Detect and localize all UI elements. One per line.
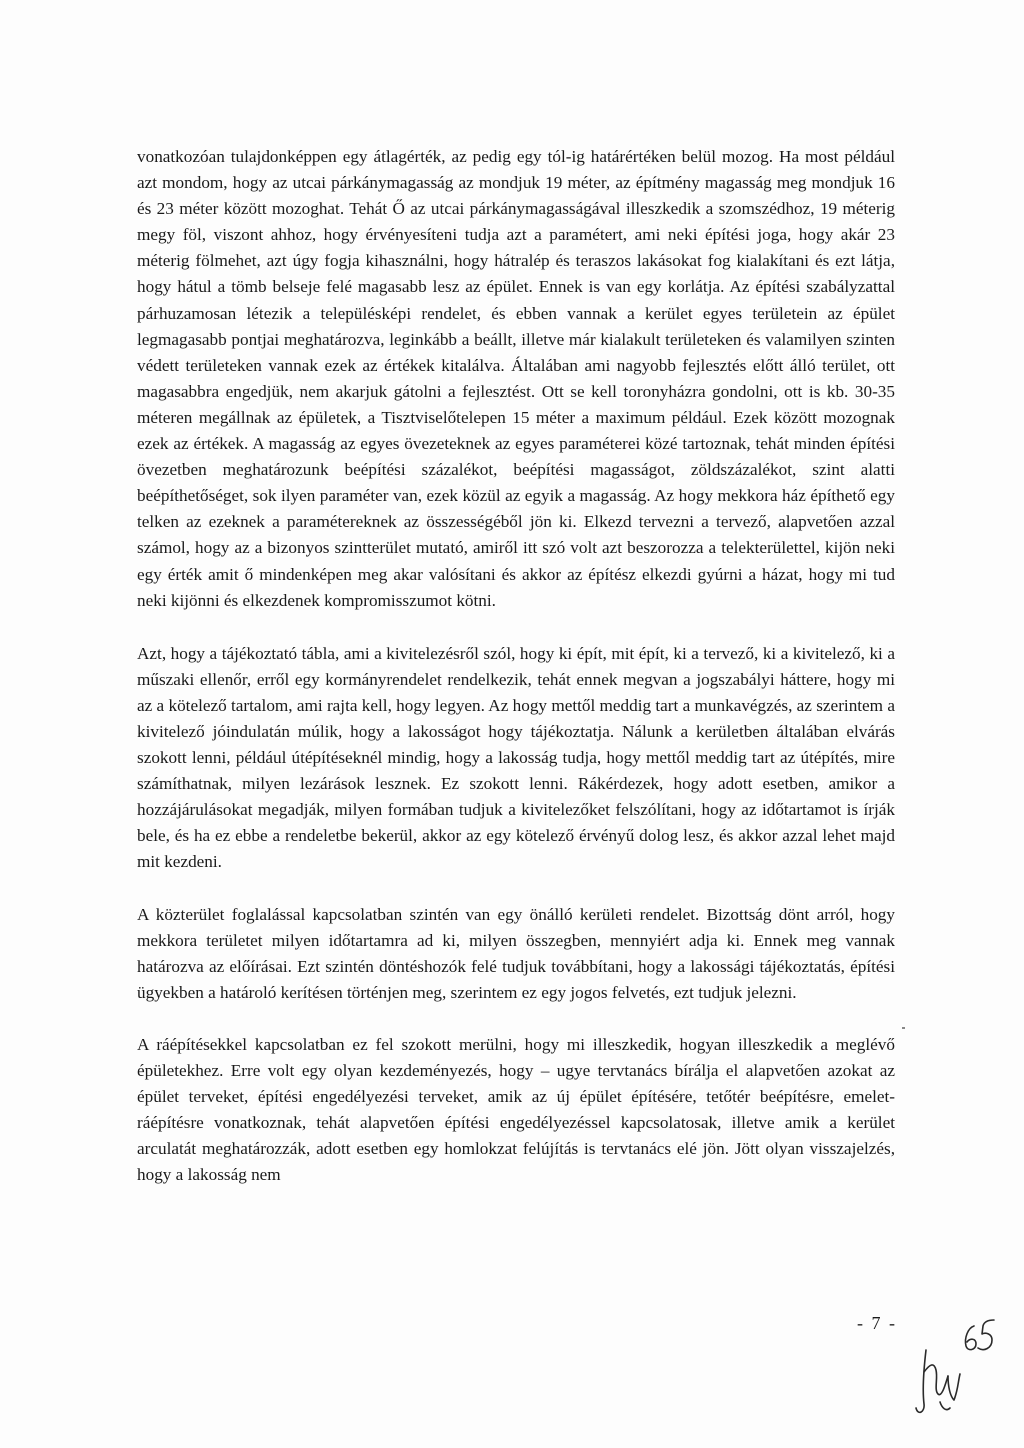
document-body [137, 144, 895, 1214]
paragraph-3: A közterület foglalással kapcsolatban szintén van egy önálló kerületi rendelet. Bizottság dönt arról, hogy mekkora területet milyen időtartamra ad ki, milyen összegben, mennyiért adja ki. Ennek meg vannak határozva az előírásai. Ezt szintén döntéshozók felé tudjuk továbbítani, hogy a lakossági tájékoztatás, építési ügyekben a határoló kerítésen történjen meg, szerintem ez egy jogos felvetés, ezt tudjuk jelezni. [137, 904, 895, 1002]
paragraph-1: vonatkozóan tulajdonképpen egy átlagérték, az pedig egy tól-ig határértéken belül mozog. Ha most például azt mondom, hogy az utcai párkánymagasság az mondjuk 19 méter, az építmény magasság meg mondjuk 16 és 23 méter között mozoghat. Tehát Ő az utcai párkánymagasságával illeszkedik a szomszédhoz, 19 méterig megy föl, viszont ahhoz, hogy érvényesíteni tudja azt a paramétert, ami neki építési joga, hogy akár 23 méterig fölmehet, azt úgy fogja kihasználni, hogy hátralép és teraszos lakásokat fog kialakítani és ezt látja, hogy hátul a tömb belseje felé magasabb lesz az épület. Ennek is van egy korlátja. Az építési szabályzattal párhuzamosan létezik a településképi rendelet, és ebben vannak a kerület egyes területein az épület legmagasabb pontjai meghatározva, leginkább a beállt, illetve már kialakult területeken és valamilyen szinten védett területeken vannak ezek az értékek kitalálva. Általában ami nagyobb fejlesztés előtt álló terület, ott magasabbra engedjük, nem akarjuk gátolni a fejlesztést. Ott se kell toronyházra gondolni, ott is kb. 30-35 méteren megállnak az épületek, a Tisztviselőtelepen 15 méter a maximum például. Ezek között mozognak ezek az értékek. A magasság az egyes övezeteknek az egyes paraméterei közé tartoznak, tehát minden építési övezetben meghatározunk beépítési százalékot, beépítési magasságot, zöldszázalékot, szint alatti beépíthetőséget, sok ilyen paraméter van, ezek közül az egyik a magasság. Az hogy mekkora ház építhető egy telken az ezeknek a paramétereknek az összességéből jön ki. Elkezd tervezni a tervező, alapvetően azzal számol, hogy az a bizonyos szintterület mutató, amiről itt szó volt azt beszorozza a telekterülettel, kijön neki egy érték amit ő mindenképen meg akar valósítani és akkor az építész elkezdi gyúrni a házat, hogy mi tud neki kijönni és elkezdenek kompromisszumot kötni. [137, 147, 895, 610]
paragraph-4: A ráépítésekkel kapcsolatban ez fel szokott merülni, hogy mi illeszkedik, hogyan illeszkedik a meglévő épületekhez. Erre volt egy olyan kezdeményezés, hogy – ugye tervtanács bírálja el alapvetően azokat az épület terveket, építési engedélyezési terveket, amik az új épület építésére, tetőtér beépítésre, emelet-ráépítésre vonatkoznak, tehát alapvetően építési engedélyezéssel kapcsolatosak, illetve amik a kerület arculatát meghatározzák, adott esetben egy homlokzat felújítás is tervtanács elé jön. Jött olyan visszajelzés, hogy a lakosság nem [137, 1034, 895, 1185]
page-number: - 7 - [857, 1313, 897, 1333]
handwritten-signature [912, 1312, 1002, 1422]
paragraph-2: Azt, hogy a tájékoztató tábla, ami a kivitelezésről szól, hogy ki épít, mit épít, ki a tervező, ki a kivitelező, ki a műszaki ellenőr, erről egy kormányrendelet rendelkezik, tehát ennek megvan a jogszabályi háttere, hogy mi az a kötelező tartalom, ami rajta kell, hogy legyen. Az hogy mettől meddig tart a munkavégzés, az szerintem a kivitelező jóindulatán múlik, hogy a lakosságot hogy tájékoztatja. Nálunk a kerületben általában elvárás szokott lenni, például útépítéseknél mindig, hogy a lakosság tudja, hogy mettől meddig tart az útépítés, mire számíthatnak, milyen lezárások lesznek. Ez szokott lenni. Rákérdezek, hogy adott esetben, amikor a hozzájárulásokat megadják, milyen formában tudjuk a kivitelezőket felszólítani, hogy az időtartamot is írják bele, és ha ez ebbe a rendeletbe bekerül, akkor az egy kötelező érvényű dolog lesz, és akkor azzal lehet majd mit kezdeni. [137, 643, 895, 872]
stray-mark [902, 1027, 905, 1029]
